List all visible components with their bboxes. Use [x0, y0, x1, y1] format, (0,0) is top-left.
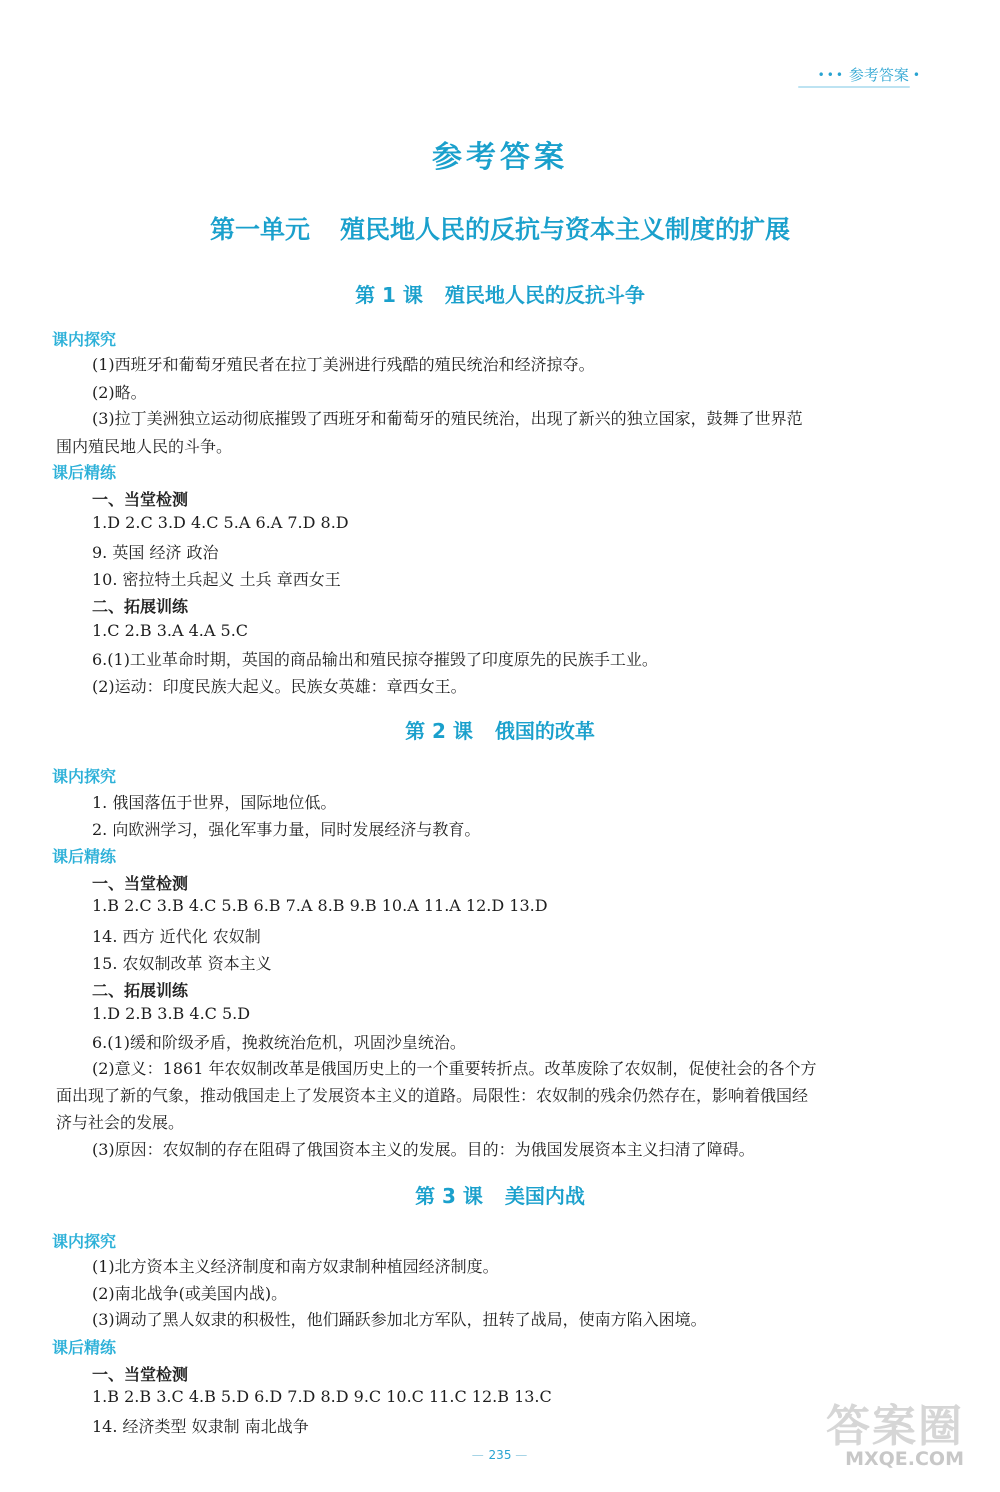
answer-line: (2)南北战争(或美国内战)。 [92, 1284, 288, 1303]
answer-line: (2)运动：印度民族大起义。民族女英雄：章西女王。 [92, 677, 467, 696]
answer-line: 1.D 2.C 3.D 4.C 5.A 6.A 7.D 8.D [92, 513, 349, 532]
answer-line: 6.(1)缓和阶级矛盾，挽救统治危机，巩固沙皇统治。 [92, 1033, 466, 1052]
answer-line: 6.(1)工业革命时期，英国的商品输出和殖民掠夺摧毁了印度原先的民族手工业。 [92, 650, 658, 669]
unit-number: 第一单元 [209, 215, 310, 244]
answer-line: (1)西班牙和葡萄牙殖民者在拉丁美洲进行残酷的殖民统治和经济掠夺。 [92, 355, 595, 374]
header-dots-left: ••• [817, 67, 845, 82]
page-number-value: 235 [488, 1448, 512, 1462]
answer-line: 1. 俄国落伍于世界，国际地位低。 [92, 793, 337, 812]
answer-line: (1)北方资本主义经济制度和南方奴隶制种植园经济制度。 [92, 1257, 499, 1276]
unit-name: 殖民地人民的反抗与资本主义制度的扩展 [340, 215, 791, 244]
answer-line: (3)原因：农奴制的存在阻碍了俄国资本主义的发展。目的：为俄国发展资本主义扫清了障碍。 [92, 1140, 755, 1159]
answer-line: 1.D 2.B 3.B 4.C 5.D [92, 1004, 251, 1023]
answer-line: (3)调动了黑人奴隶的积极性，他们踊跃参加北方军队，扭转了战局，使南方陷入困境。 [92, 1310, 707, 1329]
section-heading-kehou: 课后精练 [52, 847, 117, 866]
header-divider [798, 86, 910, 88]
lesson-number: 第 2 课 [405, 719, 473, 743]
header-tag [818, 64, 922, 85]
unit-title [0, 210, 1000, 246]
answer-line: 济与社会的发展。 [56, 1113, 185, 1132]
subsection-dangtang: 一、当堂检测 [92, 874, 189, 893]
page-dash-left: — [471, 1448, 485, 1462]
answer-line: 14. 西方 近代化 农奴制 [92, 927, 261, 946]
answer-line: 10. 密拉特土兵起义 土兵 章西女王 [92, 570, 341, 589]
watermark-logo: 答案圈 [826, 1401, 964, 1452]
section-heading-kehou: 课后精练 [52, 1338, 117, 1357]
page-dash-right: — [515, 1448, 529, 1462]
lesson-3-title [0, 1180, 1000, 1209]
subsection-tuozhan: 二、拓展训练 [92, 597, 189, 616]
answer-line: 9. 英国 经济 政治 [92, 543, 219, 562]
watermark [800, 1390, 970, 1480]
answer-line: 14. 经济类型 奴隶制 南北战争 [92, 1417, 309, 1436]
section-heading-kehou: 课后精练 [52, 463, 117, 482]
section-heading-ketan: 课内探究 [52, 767, 117, 786]
answer-line: 围内殖民地人民的斗争。 [56, 437, 233, 456]
watermark-url: MXQE.COM [845, 1448, 964, 1470]
lesson-name: 殖民地人民的反抗斗争 [444, 283, 645, 307]
lesson-name: 俄国的改革 [494, 719, 595, 743]
lesson-name: 美国内战 [504, 1184, 585, 1208]
answer-line: (2)略。 [92, 383, 147, 402]
answer-line: 15. 农奴制改革 资本主义 [92, 954, 272, 973]
answer-line: 1.C 2.B 3.A 4.A 5.C [92, 621, 249, 640]
subsection-dangtang: 一、当堂检测 [92, 490, 189, 509]
answer-line: 面出现了新的气象，推动俄国走上了发展资本主义的道路。局限性：农奴制的残余仍然存在，影响着俄国经 [56, 1086, 809, 1105]
lesson-1-title [0, 279, 1000, 308]
answer-line: (2)意义：1861 年农奴制改革是俄国历史上的一个重要转折点。改革废除了农奴制，促使社会的各个方 [92, 1059, 817, 1078]
lesson-number: 第 1 课 [355, 283, 423, 307]
header-dots-right: • [912, 67, 922, 82]
section-heading-ketan: 课内探究 [52, 1232, 117, 1251]
answer-line: 2. 向欧洲学习，强化军事力量，同时发展经济与教育。 [92, 820, 481, 839]
answer-line: (3)拉丁美洲独立运动彻底摧毁了西班牙和葡萄牙的殖民统治，出现了新兴的独立国家，鼓舞了世界范 [92, 409, 803, 428]
lesson-2-title [0, 715, 1000, 744]
page-title: 参考答案 [432, 140, 568, 175]
header-tag-label: 参考答案 [848, 66, 909, 84]
answer-line: 1.B 2.B 3.C 4.B 5.D 6.D 7.D 8.D 9.C 10.C 11.C 12.B 13.C [92, 1387, 552, 1406]
answer-line: 1.B 2.C 3.B 4.C 5.B 6.B 7.A 8.B 9.B 10.A 11.A 12.D 13.D [92, 896, 548, 915]
section-heading-ketan: 课内探究 [52, 330, 117, 349]
subsection-dangtang: 一、当堂检测 [92, 1365, 189, 1384]
lesson-number: 第 3 课 [415, 1184, 483, 1208]
subsection-tuozhan: 二、拓展训练 [92, 981, 189, 1000]
